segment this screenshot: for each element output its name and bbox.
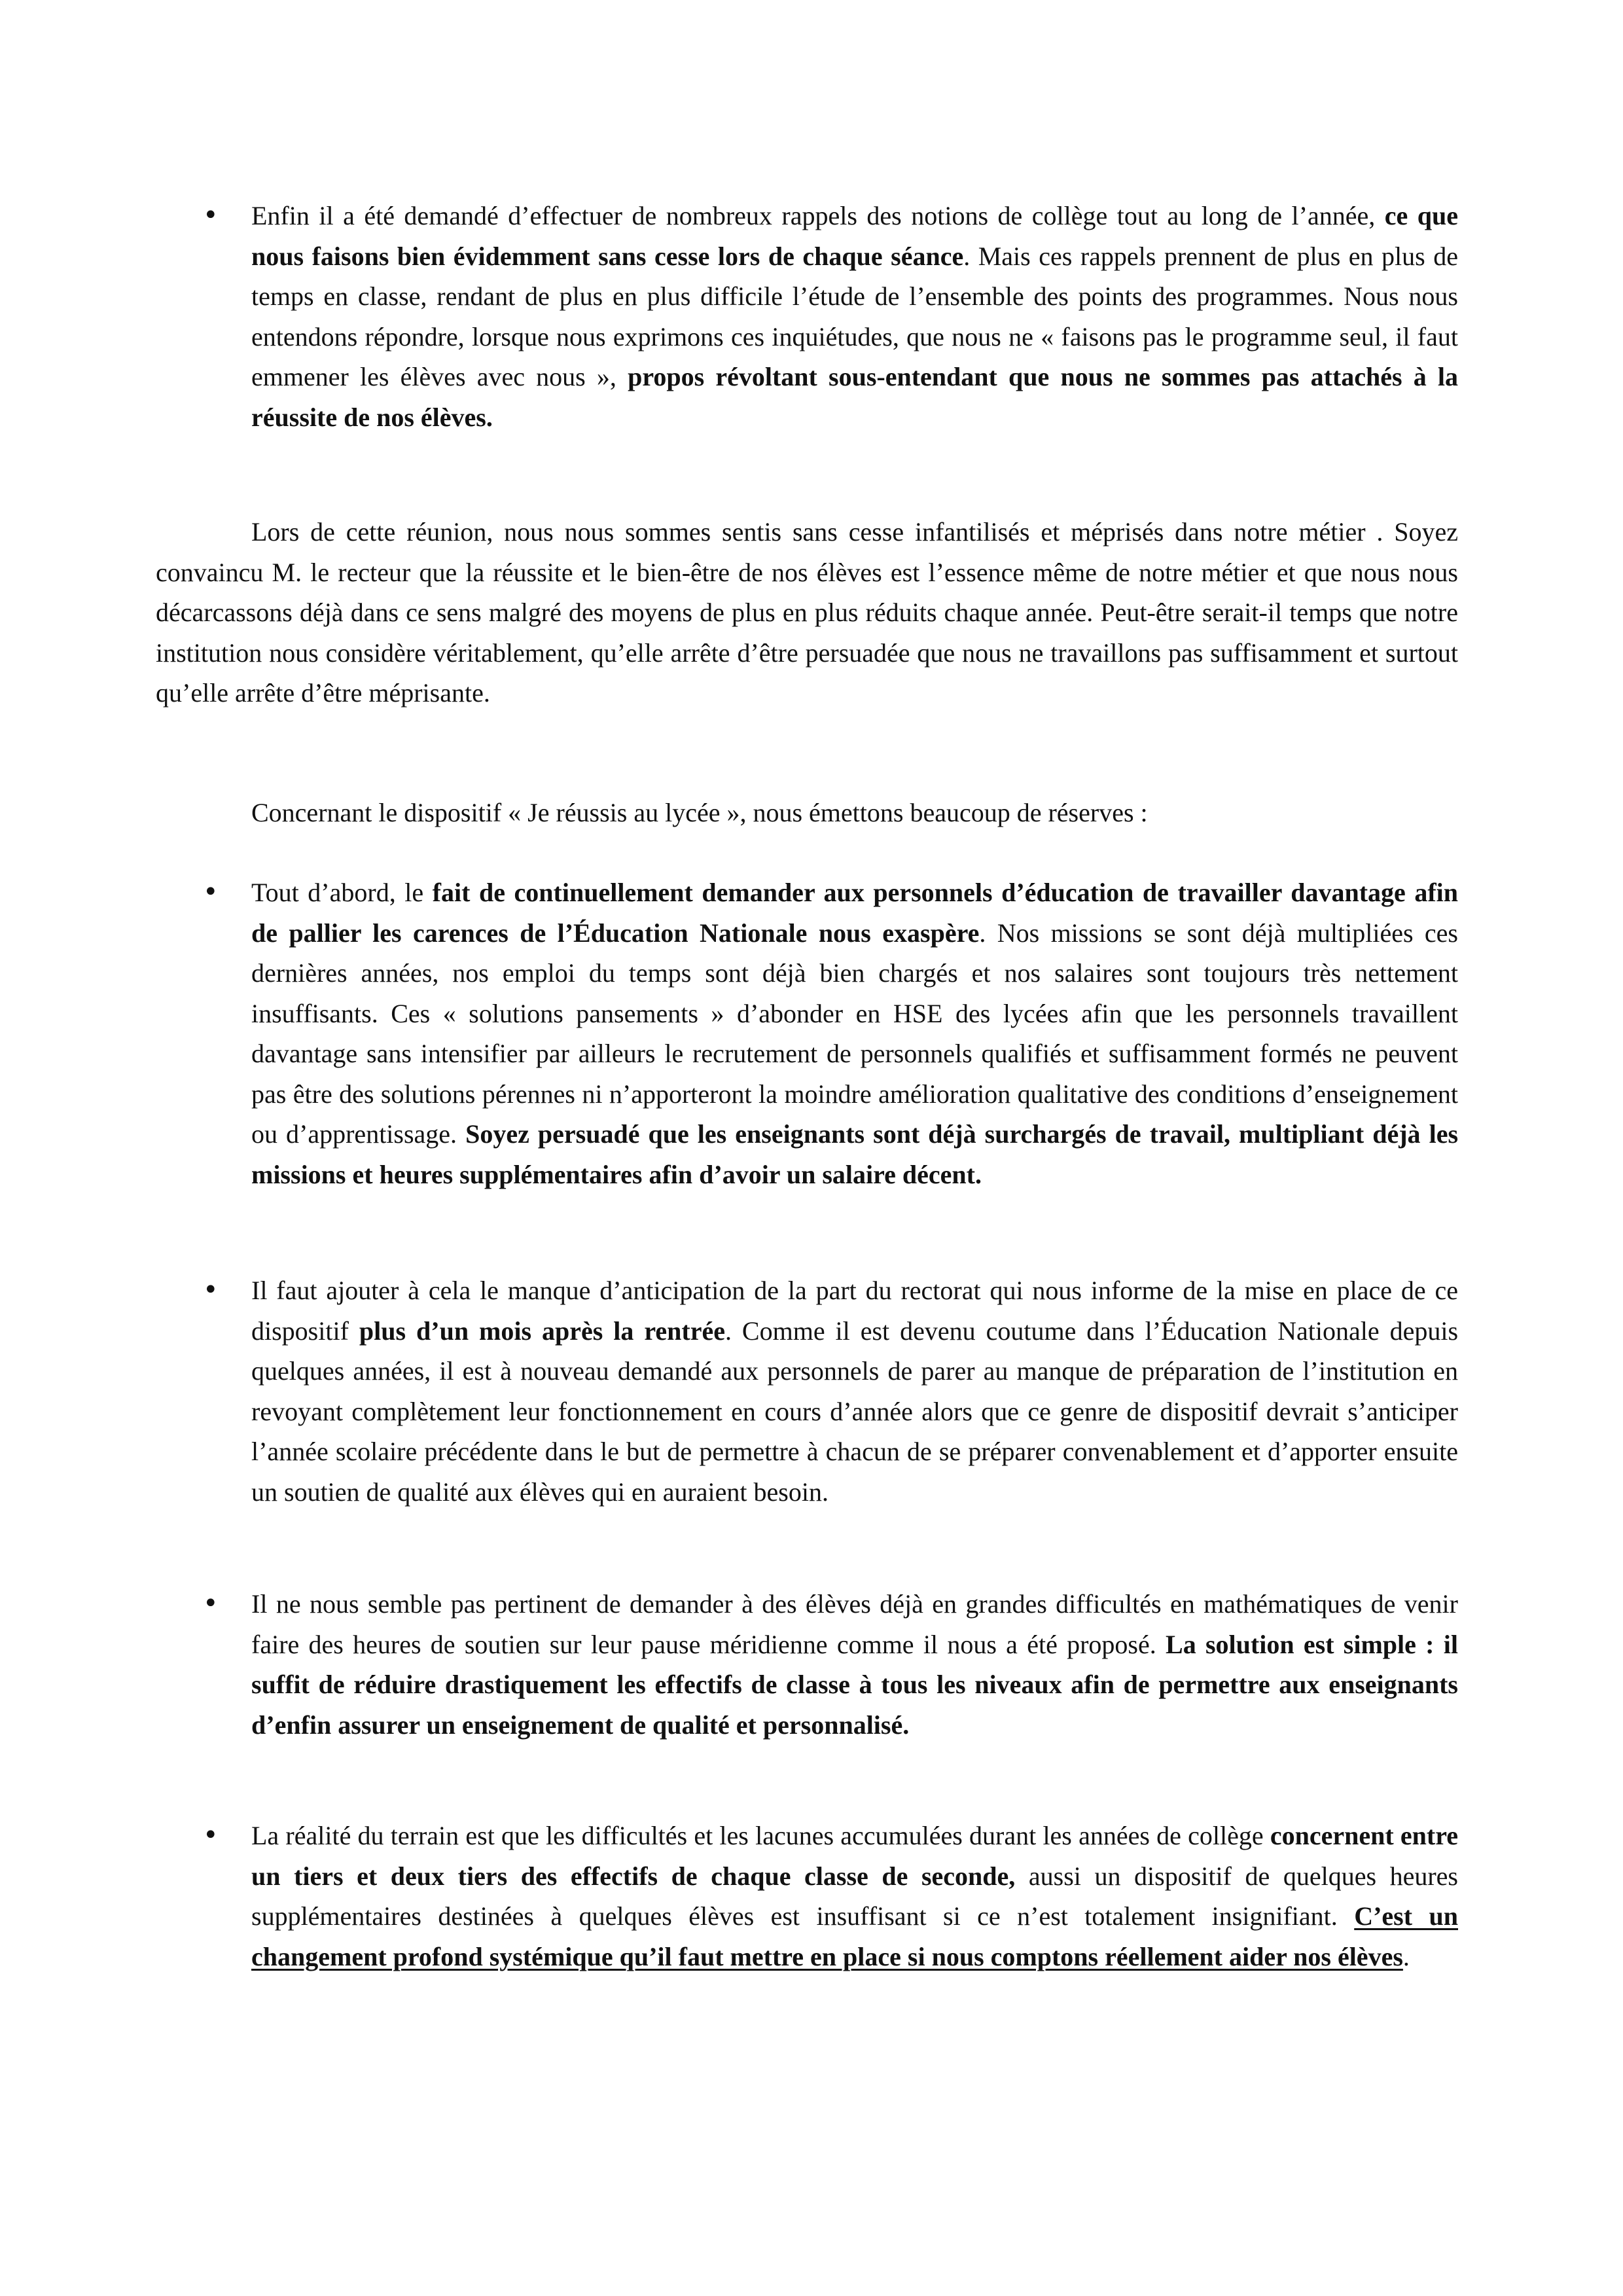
bullet-marker: •: [203, 877, 219, 907]
text-run: Il faut ajouter à cela le manque d’anticipation de la part du rectorat qui nous informe de la mise en place de ce dispositif: [251, 1276, 1458, 1346]
text-run: . Comme il est devenu coutume dans l’Éducation Nationale depuis quelques années, il est à nouveau demandé aux personnels de parer au manque de préparation de l’institution en revoyant complètement leur fonctionnement en cours d’année alors que ce genre de dispositif devrait s’anticiper l’année scolaire précédente dans le but de permettre à chacun de se préparer convenablement et d’apporter ensuite un soutien de qualité aux élèves qui en auraient besoin.: [251, 1316, 1459, 1507]
bold-text-run: plus d’un mois après la rentrée: [359, 1316, 725, 1346]
bullet-marker: •: [203, 1820, 219, 1850]
paragraph-dispositif-intro: Concernant le dispositif « Je réussis au lycée », nous émettons beaucoup de réserves :: [251, 798, 1148, 827]
text-run: Enfin il a été demandé d’effectuer de nombreux rappels des notions de collège tout au long de l’année,: [251, 201, 1385, 230]
bold-text-run: propos révoltant sous-entendant que nous ne sommes pas attachés à la réussite de nos élèves.: [251, 362, 1458, 432]
bullet-marker: •: [203, 1588, 219, 1619]
bullet-marker: •: [203, 1275, 219, 1305]
text-run: Tout d’abord, le: [251, 878, 433, 907]
bold-text-run: fait de continuellement demander aux personnels d’éducation de travailler davantage afin de pallier les carences de l’Éducation Nationale nous exaspère: [251, 878, 1459, 948]
text-run: Il ne nous semble pas pertinent de demander à des élèves déjà en grandes difficultés en mathématiques de venir faire des heures de soutien sur leur pause méridienne comme il nous a été proposé.: [251, 1589, 1458, 1659]
bullet-paragraph-rappels: [251, 196, 1458, 437]
text-run: La réalité du terrain est que les difficultés et les lacunes accumulées durant les années de collège: [251, 1821, 1270, 1850]
bold-text-run: La solution est simple : il suffit de réduire drastiquement les effectifs de classe à tous les niveaux afin de permettre aux enseignants d’enfin assurer un enseignement de qualité et personnalisé.: [251, 1629, 1458, 1740]
bold-text-run: concernent entre un tiers et deux tiers des effectifs de chaque classe de seconde,: [251, 1821, 1459, 1891]
bullet-paragraph-soutien: [251, 1584, 1458, 1745]
paragraph-reunion: Lors de cette réunion, nous nous sommes sentis sans cesse infantilisés et méprisés dans notre métier . Soyez convaincu M. le recteur que la réussite et le bien-être de nos élèves est l’essence même de notre métier et que nous nous décarcassons déjà dans ce sens malgré des moyens de plus en plus réduits chaque année. Peut-être serait-il temps que notre institution nous considère véritablement, qu’elle arrête d’être persuadée que nous ne travaillons pas suffisamment et surtout qu’elle arrête d’être méprisante.: [156, 517, 1458, 708]
bold-underlined-text-run: C’est un changement profond systémique qu’il faut mettre en place si nous comptons réellement aider nos élèves: [251, 1901, 1458, 1971]
bold-text-run: Soyez persuadé que les enseignants sont déjà surchargés de travail, multipliant déjà les missions et heures supplémentaires afin d’avoir un salaire décent.: [251, 1119, 1459, 1189]
bold-text-run: ce que nous faisons bien évidemment sans cesse lors de chaque séance: [251, 201, 1458, 271]
text-run: .: [1402, 1941, 1410, 1971]
bullet-marker: •: [203, 200, 219, 230]
bullet-paragraph-carences: [251, 872, 1458, 1194]
bullet-paragraph-anticipation: [251, 1270, 1458, 1512]
text-run: aussi un dispositif de quelques heures supplémentaires destinées à quelques élèves est insuffisant si ce n’est totalement insignifiant.: [251, 1861, 1459, 1931]
bullet-paragraph-realite: [251, 1816, 1458, 1977]
text-run: . Mais ces rappels prennent de plus en plus de temps en classe, rendant de plus en plus difficile l’étude de l’ensemble des points des programmes. Nous nous entendons répondre, lorsque nous exprimons ces inquiétudes, que nous ne « faisons pas le programme seul, il faut emmener les élèves avec nous »,: [251, 241, 1458, 391]
text-run: . Nos missions se sont déjà multipliées ces dernières années, nos emploi du temps sont déjà bien chargés et nos salaires sont toujours très nettement insuffisants. Ces « solutions pansements » d’abonder en HSE des lycées afin que les personnels travaillent davantage sans intensifier par ailleurs le recrutement de personnels qualifiés et suffisamment formés ne peuvent pas être des solutions pérennes ni n’apporteront la moindre amélioration qualitative des conditions d’enseignement ou d’apprentissage.: [251, 918, 1458, 1149]
